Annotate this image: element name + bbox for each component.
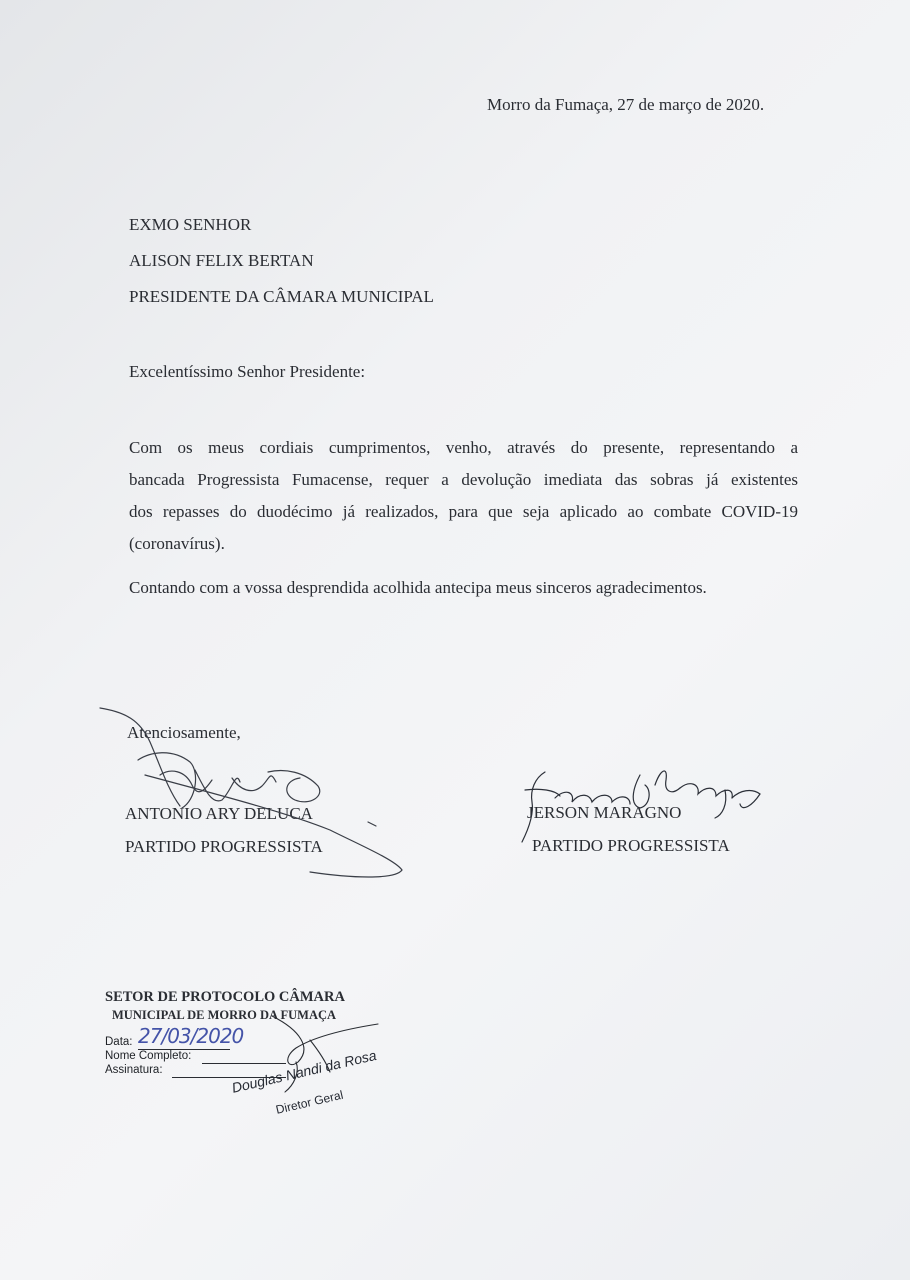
greeting: Excelentíssimo Senhor Presidente: bbox=[129, 362, 366, 381]
stamp-signature-label: Assinatura: bbox=[105, 1064, 163, 1076]
stamp-name-underline bbox=[202, 1063, 286, 1064]
closing-sentence: Contando com a vossa desprendida acolhida antecipa meus sinceros agradecimentos. bbox=[129, 578, 707, 597]
stamp-date-label: Data: bbox=[105, 1036, 133, 1048]
regards: Atenciosamente, bbox=[127, 723, 241, 742]
signatory-2-name: JERSON MARAGNO bbox=[527, 803, 682, 822]
address-line-title: PRESIDENTE DA CÂMARA MUNICIPAL bbox=[129, 287, 434, 306]
signatory-1-party: PARTIDO PROGRESSISTA bbox=[125, 837, 323, 856]
body-line: Com os meus cordiais cumprimentos, venho, através do presente, representando a bbox=[129, 438, 798, 457]
body-line: dos repasses do duodécimo já realizados, para que seja aplicado ao combate COVID-19 bbox=[129, 502, 798, 521]
stamp-date-value: 27/03/2020 bbox=[138, 1024, 244, 1048]
stamp-title-line-2: MUNICIPAL DE MORRO DA FUMAÇA bbox=[112, 1008, 337, 1022]
stamp-title-line-1: SETOR DE PROTOCOLO CÂMARA bbox=[105, 989, 345, 1005]
stamp-signer-name: Douglas Nandi da Rosa bbox=[230, 1046, 378, 1096]
stamp-name-label: Nome Completo: bbox=[105, 1050, 192, 1062]
address-line-name: ALISON FELIX BERTAN bbox=[129, 251, 314, 270]
body-line: bancada Progressista Fumacense, requer a devolução imediata das sobras já existentes bbox=[129, 470, 798, 489]
place-date: Morro da Fumaça, 27 de março de 2020. bbox=[487, 95, 765, 114]
letter-body bbox=[129, 432, 798, 560]
address-line-salutation: EXMO SENHOR bbox=[129, 215, 252, 234]
signatory-2-party: PARTIDO PROGRESSISTA bbox=[532, 836, 730, 855]
signatory-1-name: ANTONIO ARY DELUCA bbox=[125, 804, 313, 823]
body-line: (coronavírus). bbox=[129, 534, 225, 553]
stamp-signer-role: Diretor Geral bbox=[274, 1087, 345, 1117]
